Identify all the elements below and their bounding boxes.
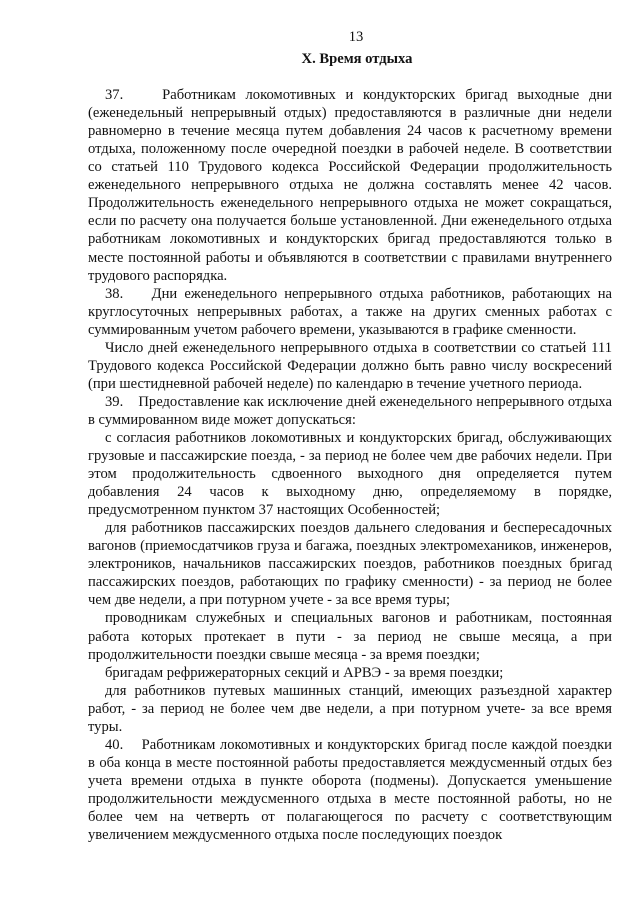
paragraph-weekly-rest-count: Число дней еженедельного непрерывного отдыха в соответствии со статьей 111 Трудового кодекса Российской Федерации должно быть равно числу воскресений (при шестидневной рабочей неделе) по календарю в течение учетного периода. xyxy=(88,339,612,392)
paragraph-38: 38. Дни еженедельного непрерывного отдыха работников, работающих на круглосуточных непрерывных работах, а также на других сменных работах с суммированным учетом рабочего времени, указываются в графике сменности. xyxy=(88,285,612,338)
paragraph-39: 39. Предоставление как исключение дней еженедельного непрерывного отдыха в суммированном виде может допускаться: xyxy=(88,393,612,428)
paragraph-40: 40. Работникам локомотивных и кондукторских бригад после каждой поездки в оба конца в месте постоянной работы предоставляется междусменный отдых без учета времени отдыха в пункте оборота (подмены). Допускается уменьшение продолжительности междусменного отдыха в месте постоянной работы, но не более чем на четверть от полагающегося по расчету с соответствующим увеличением междусменного отдыха после последующих поездок xyxy=(88,736,612,844)
page-number: 13 xyxy=(348,29,364,45)
section-title: X. Время отдыха xyxy=(301,51,413,68)
paragraph-39-item-track-machine-stations: для работников путевых машинных станций, имеющих разъездной характер работ, - за период не более чем две недели, а при потурном учете- за все время туры. xyxy=(88,682,612,735)
document-page xyxy=(88,28,612,844)
paragraph-39-item-service-wagons: проводникам служебных и специальных вагонов и работникам, постоянная работа которых протекает в пути - за период не свыше месяца, а при продолжительности поездки свыше месяца - за время поездки; xyxy=(88,610,612,663)
paragraph-39-item-long-distance-trains: для работников пассажирских поездов дальнего следования и беспересадочных вагонов (приемосдатчиков груза и багажа, поездных электромехаников, инженеров, электроников, начальников пассажирских поездов, работников поездных бригад пассажирских поездов, работающих по графику сменности) - за период не более чем две недели, а при потурном учете - за все время туры; xyxy=(88,520,612,609)
paragraph-37: 37. Работникам локомотивных и кондукторских бригад выходные дни (еженедельный непрерывный отдых) предоставляются в различные дни недели равномерно в течение месяца путем добавления 24 часов к расчетному времени отдыха, положенному после очередной поездки в рабочей неделе. В соответствии со статьей 110 Трудового кодекса Российской Федерации продолжительность еженедельного непрерывного отдыха не должна составлять менее 42 часов. Продолжительность еженедельного непрерывного отдыха не может сокращаться, если по расчету она получается больше установленной. Дни еженедельного отдыха работникам локомотивных и кондукторских бригад предоставляются только в месте постоянной работы и объявляются в соответствии с правилами внутреннего трудового распорядка. xyxy=(88,87,612,284)
paragraph-39-item-freight-passenger: с согласия работников локомотивных и кондукторских бригад, обслуживающих грузовые и пассажирские поезда, - за период не более чем две рабочих недели. При этом продолжительность сдвоенного выходного дня определяется путем добавления 24 часов к выходному дню, определяемому в порядке, предусмотренном пунктом 37 настоящих Особенностей; xyxy=(88,429,612,519)
paragraph-39-item-refrigerator-sections: бригадам рефрижераторных секций и АРВЭ - за время поездки; xyxy=(105,664,504,681)
